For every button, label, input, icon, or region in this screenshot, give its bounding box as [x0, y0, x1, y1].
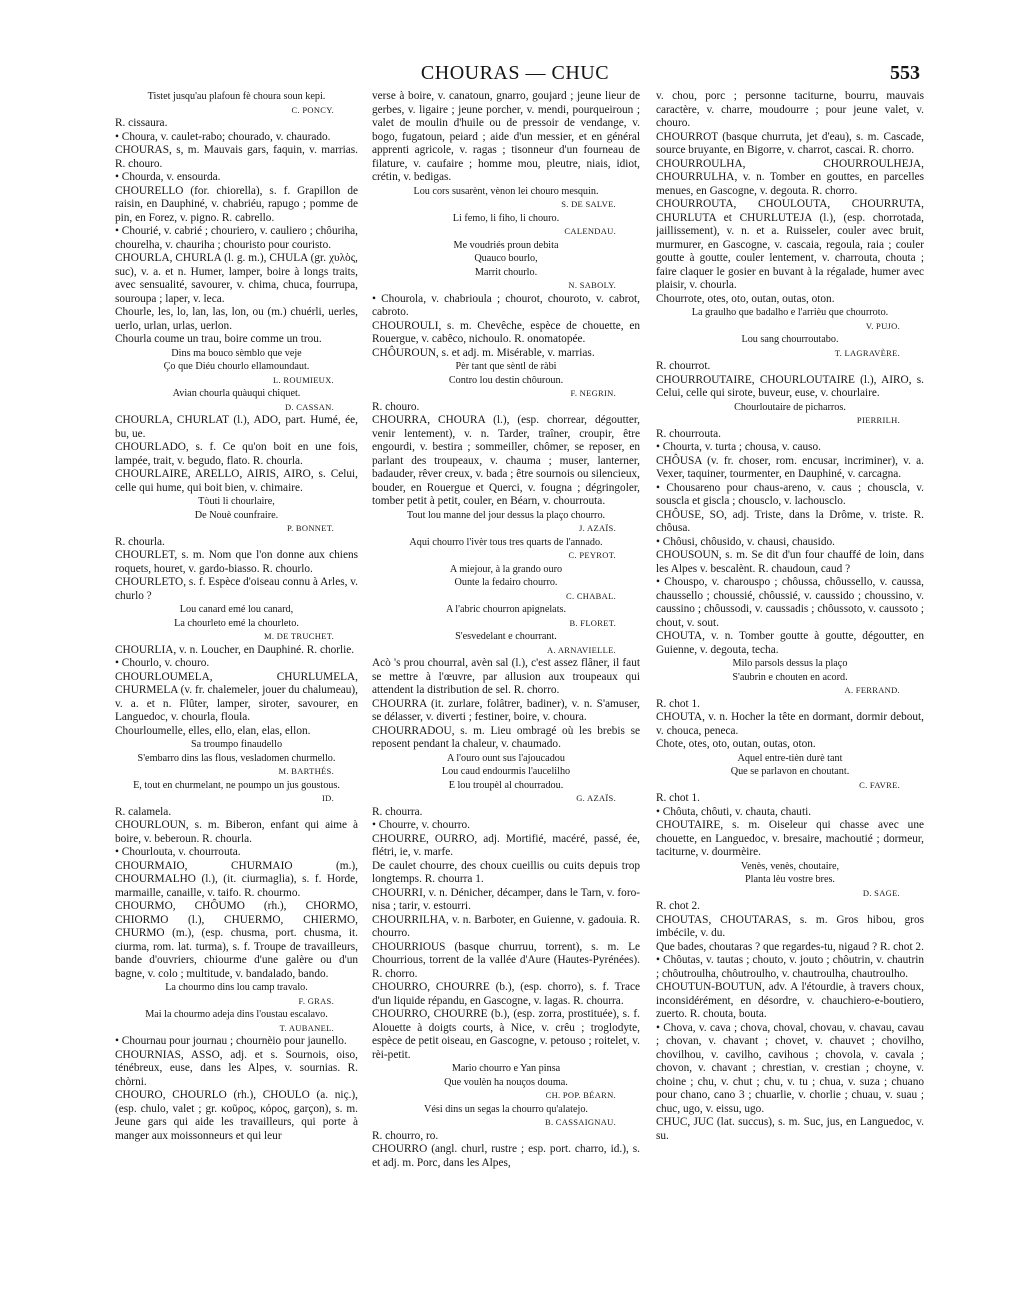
citation-author: C. FAVRE.	[859, 779, 900, 790]
page-number: 553	[890, 62, 920, 84]
dictionary-entry: • Chourola, v. chabrioula ; chourot, chouroto, v. cabrot, cabroto.	[372, 292, 640, 318]
dictionary-entry: • Chourlouta, v. chourrouta.	[115, 846, 241, 858]
dictionary-entry: Chourla coume un trau, boire comme un trou.	[115, 333, 322, 345]
citation-author: V. PUJO.	[865, 320, 900, 331]
dictionary-entry: CHOURRADOU, s. m. Lieu ombragé où les brebis se reposent pendant la chaleur, v. chaumado.	[372, 724, 640, 750]
dictionary-entry: CHÔUROUN, s. et adj. m. Misérable, v. marrias.	[372, 346, 595, 359]
citation-author: C. PONCY.	[291, 104, 334, 115]
citation-author: A. FERRAND.	[844, 685, 900, 695]
citation-author: C. CHABAL.	[566, 590, 616, 601]
quotation-line: Aquel entre-tièn durè tant	[737, 752, 843, 764]
dictionary-entry: CHOURROULHA, CHOURROULHEJA, CHOURRULHA, v. n. Tomber en gouttes, en parcelles menues, en Gascogne, v. degouta. R. chorro.	[656, 157, 924, 197]
quotation-line: Quauco bourlo,	[474, 253, 538, 264]
citation-author: CH. POP. BÉARN.	[545, 1090, 616, 1100]
dictionary-entry: CHOURLIA, v. n. Loucher, en Dauphiné. R. chorlie.	[115, 643, 355, 656]
dictionary-entry: • Chôutas, v. tautas ; chouto, v. jouto ; chôutrin, v. chautrin ; chôutroulha, chôutroulho, v. chautroulha, chautroulho.	[656, 954, 924, 980]
quotation-line: S'esvedelant e chourrant.	[455, 631, 557, 642]
dictionary-entry: CHOURRI, v. n. Dénicher, décamper, dans le Tarn, v. foro-nisa ; tarir, v. estourri.	[372, 886, 640, 912]
dictionary-entry: CHOURRO (angl. churl, rustre ; esp. port. charro, id.), s. et adj. m. Porc, dans les Alpes,	[372, 1143, 640, 1169]
dictionary-entry: Que bades, choutaras ? que regardes-tu, nigaud ? R. chot 2.	[656, 940, 924, 953]
quotation-line: Tistet jusqu'au plafoun fè choura soun kepi.	[147, 91, 326, 102]
dictionary-entry: CHOUTA, v. n. Hocher la tête en dormant, dormir debout, v. chouca, peneca.	[656, 711, 924, 737]
quotation-line: La chourmo dins lou camp travalo.	[165, 982, 308, 993]
dictionary-entry: R. chourra.	[372, 805, 423, 818]
dictionary-entry: R. chot 1.	[656, 697, 700, 710]
citation-author: D. SAGE.	[862, 887, 900, 898]
dictionary-entry: R. cissaura.	[115, 117, 168, 129]
dictionary-entry: R. calamela.	[115, 805, 172, 818]
dictionary-entry: R. chourrouta.	[656, 427, 721, 440]
dictionary-entry: CHUC, JUC (lat. succus), s. m. Suc, jus, en Languedoc, v. su.	[656, 1116, 924, 1142]
dictionary-entry: • Chôusi, chôusido, v. chausi, chausido.	[656, 535, 835, 548]
dictionary-entry: CHOURRA (it. zurlare, folâtrer, badiner), v. n. S'amuser, se délasser, v. diverti ; festiner, boire, v. choura.	[372, 697, 640, 723]
dictionary-entry: R. chot 1.	[656, 792, 700, 804]
quotation-line: Milo parsols dessus la plaço	[732, 658, 848, 669]
quotation-line: Ço que Diéu chourlo ellamoundaut.	[163, 361, 310, 372]
dictionary-entry: CHÔUSA (v. fr. choser, rom. encusar, incriminer), v. a. Vexer, taquiner, tourmenter, en Dauphiné, v. carcagna.	[656, 454, 924, 480]
dictionary-entry: R. chourla.	[115, 535, 165, 548]
dictionary-entry: Chote, otes, oto, outan, outas, oton.	[656, 738, 816, 750]
dictionary-entry: CHOURAS, s, m. Mauvais gars, faquin, v. marrias. R. chouro.	[115, 144, 358, 170]
dictionary-entry: CHOUSOUN, s. m. Se dit d'un four chauffé de loin, dans les Alpes v. bescalènt. R. chaudoun, caud ?	[656, 549, 924, 575]
citation-author: A. ARNAVIELLE.	[547, 644, 616, 655]
dictionary-entry: CHOURLOUN, s. m. Biberon, enfant qui aime à boire, v. beberoun. R. chourla.	[115, 819, 358, 845]
citation-author: C. PEYROT.	[568, 550, 616, 560]
dictionary-entry: R. chot 2.	[656, 900, 700, 912]
quotation-line: Tòuti li chourlaire,	[198, 496, 275, 507]
dictionary-entry: • Chourlo, v. chouro.	[115, 657, 210, 669]
dictionary-entry: R. chourrot.	[656, 360, 711, 372]
quotation-line: Mario chourro e Yan pinsa	[451, 1063, 561, 1074]
quotation-line: Lou cors susarènt, vènon lei chouro mesquin.	[413, 185, 599, 197]
dictionary-entry: CHÔUSE, SO, adj. Triste, dans la Drôme, v. triste. R. chôusa.	[656, 508, 924, 534]
dictionary-entry: v. chou, porc ; personne taciturne, bourru, mauvais caractère, v. charre, moudourre ; pour jeune valet, v. chouro.	[656, 90, 924, 129]
quotation-line: Lou caud endourmis l'aucelilho	[441, 766, 571, 777]
citation-author: F. NEGRIN.	[570, 388, 616, 398]
dictionary-entry: CHOUTUN-BOUTUN, adv. A l'étourdie, à travers choux, inconsidérément, en désordre, v. chauchiero-e-boutiero, zuerto. R. chouta, bouta.	[656, 981, 924, 1020]
dictionary-entry: CHOUROULI, s. m. Chevêche, espèce de chouette, en Rouergue, v. cabêco, nichoulo. R. onomatopée.	[372, 319, 640, 345]
citation-author: P. BONNET.	[287, 523, 334, 533]
dictionary-entry: CHOUTA, v. n. Tomber goutte à goutte, dégoutter, en Guienne, v. degouta, techa.	[656, 630, 924, 656]
quotation-line: E lou troupèl al chourradou.	[448, 779, 564, 791]
dictionary-entry: CHOURO, CHOURLO (rh.), CHOULO (a. niç.), (esp. chulo, valet ; gr. κοῦρος, κόρος, garçon), s. m. Jeune gars qui aide les travailleurs, qui porte à manger aux moissonneurs et qui leur	[115, 1089, 358, 1142]
quotation-line: Venès, venès, choutaire,	[740, 860, 840, 872]
dictionary-entry: CHOURELLO (for. chiorella), s. f. Grapillon de raisin, en Dauphiné, v. chabriéu, rapugo ; pomme de pin, en Forez, v. pigno. R. cabrello.	[115, 184, 358, 224]
quotation-line: La chourleto emé la chourleto.	[174, 617, 299, 629]
dictionary-entry: • Chouspo, v. charouspo ; chôussa, chôussello, v. caussa, chaussello ; choussié, chôussié, v. caussido ; choussino, v. caussino ; chôussodi, v. caussadis ; chôussoto, v. caussoto ; chout, v. sout.	[656, 576, 924, 629]
text-column-3	[656, 90, 924, 1295]
dictionary-entry: CHOURROUTAIRE, CHOURLOUTAIRE (l.), AIRO, s. Celui, celle qui sirote, buveur, euse, v. chourlaire.	[656, 373, 924, 399]
dictionary-entry: Acò 's prou chourral, avèn sal (l.), c'est assez flâner, il faut se mettre à l'œuvre, par allusion aux troupeaux qui attendent la distribution de sel. R. chorro.	[372, 657, 640, 696]
citation-author: B. CASSAIGNAU.	[544, 1117, 616, 1127]
dictionary-entry: • Chôuta, chôuti, v. chauta, chauti.	[656, 805, 812, 818]
quotation-line: Que se parlavon en choutant.	[730, 766, 850, 777]
quotation-line: Aqui chourro l'ivèr tous tres quarts de l'annado.	[409, 536, 603, 548]
citation-author: D. CASSAN.	[284, 401, 334, 412]
quotation-line: E, tout en churmelant, ne poumpo un jus goustous.	[133, 779, 340, 791]
quotation-line: Ounte la fedairo chourro.	[454, 577, 558, 588]
dictionary-entry: CHOURRIOUS (basque churruu, torrent), s. m. Le Chourrious, torrent de la vallée d'Aure (Hautes-Pyrénées). R. chorro.	[372, 940, 640, 980]
dictionary-entry: • Chova, v. cava ; chova, choval, chovau, v. chavau, cavau ; chovan, v. chavant ; chovet, v. chauvet ; chovilho, chovilhou, v. cavilho, cavihous ; chovola, v. cavala ; chovon, v. chavant ; chrestian, v. crestian ; choyne, v. choine ; chu, v. chut ; chu, v. tu ; chua, v. suza ; chuano pour chano, cano 3 ; chuarlie, v. chorlie ; chuau, v. suau ; chuc, ugo, v. eissu, ugo.	[656, 1021, 924, 1115]
dictionary-entry: • Choura, v. caulet-rabo; chourado, v. chaurado.	[115, 130, 331, 143]
dictionary-entry: CHOURLA, CHURLAT (l.), ADO, part. Humé, ée, bu, ue.	[115, 414, 358, 440]
quotation-line: Li femo, li fiho, li chouro.	[452, 212, 560, 224]
dictionary-entry: Chourle, les, lo, lan, las, lon, ou (m.) chuérli, uerles, uerlo, urlan, urlas, uerlon.	[115, 306, 358, 332]
dictionary-entry: CHOURLADO, s. f. Ce qu'on boit en une fois, lampée, trait, v. begudo, flato. R. chourla.	[115, 441, 358, 467]
dictionary-entry: CHOURRILHA, v. n. Barboter, en Guienne, v. gadouia. R. chourro.	[372, 913, 640, 939]
citation-author: ID.	[322, 793, 334, 803]
quotation-line: S'embarro dins las flous, vesladomen churmello.	[137, 752, 336, 764]
dictionary-entry: • Chourda, v. ensourda.	[115, 171, 221, 183]
dictionary-entry: CHOURRE, OURRO, adj. Mortifié, macéré, passé, ée, flétri, ie, v. marfe.	[372, 832, 640, 858]
quotation-line: Avian chourla quàuqui chiquet.	[172, 388, 301, 399]
quotation-line: Vési dins un segas la chourro qu'alatejo.	[424, 1103, 588, 1115]
quotation-line: Pèr tant que sèntl de ràbi	[455, 361, 557, 372]
dictionary-entry: CHOURRO, CHOURRE (b.), (esp. chorro), s. f. Trace d'un liquide répandu, en Gascogne, v. lagas. R. chourra.	[372, 981, 640, 1007]
quotation-line: Tout lou manne del jour dessus la plaço chourro.	[406, 509, 606, 521]
dictionary-entry: CHOURMO, CHÔUMO (rh.), CHORMO, CHIORMO (l.), CHUERMO, CHIERMO, CHURMO (m.), (esp. chusma, port. chusma, it. ciurma, rom. lat. turma), s. f. Troupe de travailleurs, bande d'ouvriers, chiourme d'une galère ou d'un bagne, v. colo ; multitude, v. bandalado, bando.	[115, 900, 358, 980]
quotation-line: Marrit chourlo.	[474, 266, 538, 278]
quotation-line: A l'abric chourron apignelats.	[445, 604, 567, 615]
quotation-line: Lou canard emé lou canard,	[179, 604, 294, 615]
dictionary-entry: CHOURRO, CHOURRE (b.), (esp. zorra, prostituée), s. f. Alouette à doigts courts, à Nice, v. crêu ; troglodyte, espèce de petit oiseau, en Gascogne, v. petouso ; roitelet, v. rèi-petit.	[372, 1008, 640, 1061]
dictionary-entry: CHOUTAIRE, s. m. Oiseleur qui chasse avec une chouette, en Languedoc, v. bresaire, machoutié ; dormeur, taciturne, v. dourmèire.	[656, 819, 924, 858]
dictionary-entry: Chourrote, otes, oto, outan, outas, oton.	[656, 292, 835, 305]
citation-author: F. GRAS.	[298, 995, 334, 1006]
quotation-line: Dins ma bouco sèmblo que veje	[171, 347, 302, 359]
dictionary-entry: CHOURNIAS, ASSO, adj. et s. Sournois, oiso, ténébreux, euse, dans les Alpes, v. sournias. R. chòrni.	[115, 1048, 358, 1088]
citation-author: S. DE SALVE.	[561, 199, 616, 209]
quotation-line: Que voulèn ha nouços douma.	[444, 1076, 568, 1088]
dictionary-entry: R. chourro, ro.	[372, 1129, 439, 1142]
quotation-line: De Nouè counfraire.	[194, 509, 279, 521]
quotation-line: Sa troumpo finaudello	[190, 739, 283, 750]
quotation-line: Me voudriés proun debita	[453, 239, 559, 251]
dictionary-entry: CHOUTAS, CHOUTARAS, s. m. Gros hibou, gros imbécile, v. du.	[656, 913, 924, 939]
text-column-1	[115, 90, 358, 1295]
dictionary-entry: CHOURLOUMELA, CHURLUMELA, CHURMELA (v. fr. chalemeler, jouer du chalumeau), v. a. et n. Flûter, lamper, siroter, savourer, en Languedoc, v. chourla, floula.	[115, 670, 358, 723]
citation-author: N. SABOLY.	[568, 280, 616, 290]
dictionary-entry: • Chourta, v. turta ; chousa, v. causo.	[656, 441, 822, 453]
quotation-line: A l'ouro ount sus l'ajoucadou	[447, 752, 565, 764]
dictionary-entry: CHOURLETO, s. f. Espèce d'oiseau connu à Arles, v. churlo ?	[115, 576, 358, 602]
dictionary-entry: • Chournau pour journau ; chournèio pour jaunello.	[115, 1035, 347, 1047]
text-column-2	[372, 90, 640, 1295]
citation-author: L. ROUMIEUX.	[273, 374, 334, 385]
dictionary-entry: Chourloumelle, elles, ello, elan, elas, ellon.	[115, 724, 311, 737]
quotation-line: Contro lou destin chôuroun.	[448, 374, 564, 386]
citation-author: G. AZAÏS.	[576, 793, 616, 803]
quotation-line: La graulho que badalho e l'arrièu que chourroto.	[691, 307, 889, 318]
citation-author: M. BARTHÉS.	[278, 766, 334, 776]
citation-author: M. DE TRUCHET.	[264, 631, 334, 641]
dictionary-entry: CHOURROUTA, CHOULOUTA, CHOURRUTA, CHURLUTA et CHURLUTEJA (l.), (esp. chorrotada, jaillissement), v. n. et a. Ruisseler, couler avec bruit, murmurer, en Gascogne, v. cascaia, regoula, raia ; couler goutte à goutte, couler lentement, v. charrouta, chouta ; faire claquer le gosier en buvant à la régalade, humer avec plaisir, v. chourla.	[656, 198, 924, 291]
quotation-line: Chourloutaire de picharros.	[734, 401, 846, 413]
dictionary-entry: • Chourre, v. chourro.	[372, 819, 470, 831]
citation-author: B. FLORET.	[569, 617, 616, 628]
citation-author: T. AUBANEL.	[279, 1022, 334, 1033]
citation-author: J. AZAÏS.	[579, 523, 616, 533]
dictionary-entry: • Chousareno pour chaus-areno, v. caus ; chouscla, v. souscla et giscla ; chousclo, v. lachousclo.	[656, 481, 924, 507]
citation-author: PIERRILH.	[856, 415, 900, 425]
dictionary-entry: CHOURMAIO, CHURMAIO (m.), CHOURMALHO (l.), (it. ciurmaglia), s. f. Horde, marmaille, canaille, v. taifo. R. chourmo.	[115, 859, 358, 899]
dictionary-entry: De caulet chourre, des choux cueillis ou cuits depuis trop longtemps. R. chourra 1.	[372, 859, 640, 885]
quotation-line: S'aubrin e chouten en acord.	[732, 671, 848, 683]
quotation-line: Mai la chourmo adeja dins l'oustau escalavo.	[145, 1009, 328, 1020]
quotation-line: Lou sang chourroutabo.	[741, 334, 839, 345]
citation-author: CALENDAU.	[564, 226, 616, 236]
dictionary-entry: • Chourié, v. cabrié ; chouriero, v. cauliero ; chôuriha, chourelha, v. chauriha ; chouristo pour couristo.	[115, 225, 358, 251]
dictionary-entry: CHOURLAIRE, ARELLO, AIRIS, AIRO, s. Celui, celle qui hume, qui boit bien, v. chimaire.	[115, 468, 358, 494]
quotation-line: A miejour, à la grando ouro	[449, 563, 563, 575]
citation-author: T. LAGRAVÈRE.	[834, 347, 900, 358]
dictionary-entry: CHOURLA, CHURLA (l. g. m.), CHULA (gr. χυλὸς, suc), v. a. et n. Humer, lamper, boire à longs traits, avec sensualité, savourer, v. chima, chuca, fourrupa, souroupa ; laper, v. leca.	[115, 252, 358, 305]
dictionary-entry: CHOURROT (basque churruta, jet d'eau), s. m. Cascade, source bruyante, en Bigorre, v. charrot, cascai. R. chorro.	[656, 130, 924, 156]
dictionary-entry: CHOURRA, CHOURA (l.), (esp. chorrear, dégoutter, venir lentement), v. n. Tarder, traîner, croupir, être engourdi, v. bestira ; sommeiller, chômer, se reposer, en parlant des troupeaux, v. chauma ; muser, lanterner, badauder, rêver creux, v. bada ; être sournois ou silencieux, bouder, en Rouergue et Querci, v. fougna ; dégringoler, tomber petit à petit, couler, en Béarn, v. chourrouta.	[372, 414, 640, 507]
quotation-line: Planta lèu vostre bres.	[745, 874, 835, 885]
dictionary-entry: R. chouro.	[372, 400, 420, 413]
dictionary-entry: CHOURLET, s. m. Nom que l'on donne aux chiens roquets, houret, v. gardo-biasso. R. chourlo.	[115, 549, 358, 575]
dictionary-entry: verse à boire, v. canatoun, gnarro, goujard ; jeune lieur de gerbes, v. ligaire ; jeune porcher, v. mendi, pourqueiroun ; valet de moulin d'huile ou de pressoir de vendange, v. bogo, fugatoun, peiard ; aide d'un messier, et en général apprenti agricole, v. ragas ; tisonneur d'un fourneau de filature, v. caufaire ; homme mou, pleutre, niais, idiot, crétin, v. bedigas.	[372, 90, 640, 183]
page-header-title: CHOURAS — CHUC	[420, 62, 610, 84]
